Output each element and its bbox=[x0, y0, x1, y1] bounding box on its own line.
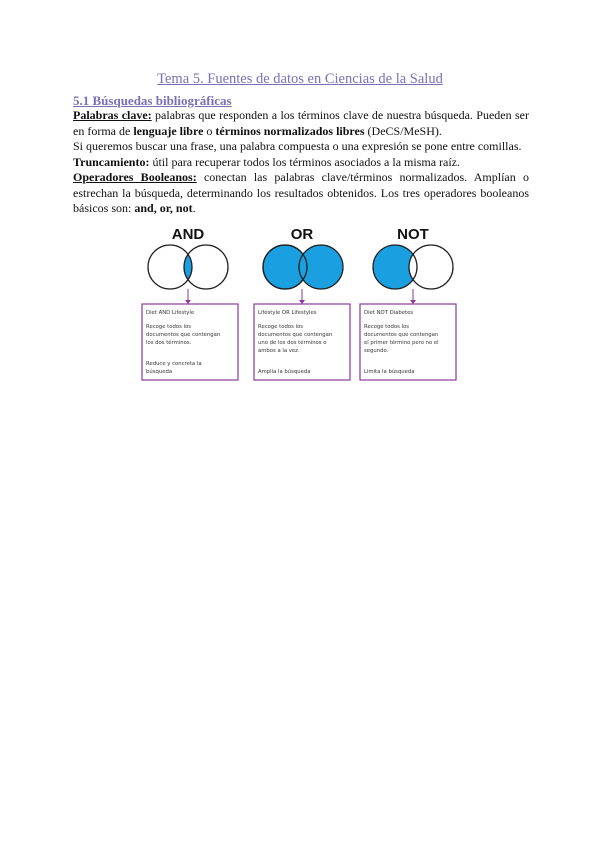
box-line: Recoge todos los bbox=[364, 324, 409, 330]
box-footer: Amplía la búsqueda bbox=[258, 369, 311, 375]
box-line: el primer término pero no el bbox=[364, 340, 439, 346]
paragraph-phrases: Si queremos buscar una frase, una palabra compuesta o una expresión se pone entre comillas. bbox=[73, 139, 522, 153]
bold-text: and, or, not bbox=[134, 201, 193, 215]
paragraph-truncation bbox=[73, 155, 529, 171]
box-title: Lifestyle OR Lifestyles bbox=[258, 310, 317, 316]
box-line: documentos que contengan bbox=[258, 332, 333, 338]
text: (DeCS/MeSH). bbox=[364, 123, 442, 138]
box-footer: Reduce y concreta la bbox=[146, 361, 202, 367]
box-title: Diet AND Lifestyle bbox=[146, 310, 195, 316]
box-line: documentos que contengan bbox=[364, 332, 439, 338]
venn-or bbox=[263, 226, 343, 289]
box-not bbox=[360, 304, 456, 380]
section-heading: 5.1 Búsquedas bibliográficas bbox=[73, 93, 232, 108]
text: palabras que responden a los términos clave de nuestra búsqueda. Pueden ser en forma de bbox=[73, 108, 529, 138]
box-or bbox=[254, 304, 350, 380]
page-title: Tema 5. Fuentes de datos en Ciencias de la Salud bbox=[157, 71, 443, 87]
term-truncation: Truncamiento: bbox=[73, 154, 150, 169]
term-keywords: Palabras clave: bbox=[73, 108, 152, 122]
box-footer: Limita la búsqueda bbox=[364, 369, 415, 375]
box-and bbox=[142, 304, 238, 380]
arrow-head bbox=[185, 300, 191, 304]
box-line: ambos a la vez. bbox=[258, 348, 300, 354]
text: útil para recuperar todos los términos asociados a la misma raíz. bbox=[149, 154, 461, 169]
arrow-head bbox=[410, 300, 416, 304]
venn-label-or: OR bbox=[290, 226, 314, 243]
box-footer: búsqueda bbox=[146, 369, 173, 375]
bold-text: lenguaje libre bbox=[133, 123, 204, 138]
box-line: Recoge todos los bbox=[146, 324, 191, 330]
body-text bbox=[73, 108, 529, 217]
arrow-head bbox=[299, 300, 305, 304]
venn-label-and: AND bbox=[171, 226, 205, 243]
paragraph-boolean bbox=[73, 170, 529, 217]
term-boolean: Operadores Booleanos: bbox=[73, 170, 197, 184]
venn-not bbox=[373, 226, 453, 289]
text: o bbox=[203, 123, 216, 138]
venn-circle bbox=[299, 245, 343, 289]
text: conectan las palabras clave/términos normalizados. Amplían o estrechan la búsqueda, determinando los resultados obtenidos. Los tres operadores booleanos básicos son: bbox=[73, 170, 529, 215]
box-line: uno de los dos términos o bbox=[258, 340, 327, 346]
bold-text: términos normalizados libres bbox=[215, 123, 365, 138]
venn-and bbox=[148, 226, 228, 289]
boolean-operators-figure bbox=[140, 222, 460, 382]
box-line: los dos términos. bbox=[146, 340, 192, 346]
box-line: segundo. bbox=[364, 348, 389, 354]
box-line: Recoge todos los bbox=[258, 324, 303, 330]
venn-label-not: NOT bbox=[397, 226, 429, 243]
box-line: documentos que contengan bbox=[146, 332, 221, 338]
box-title: Diet NOT Diabetes bbox=[364, 310, 414, 316]
arrows bbox=[185, 289, 416, 304]
paragraph-keywords bbox=[73, 108, 529, 139]
text: . bbox=[192, 201, 196, 215]
